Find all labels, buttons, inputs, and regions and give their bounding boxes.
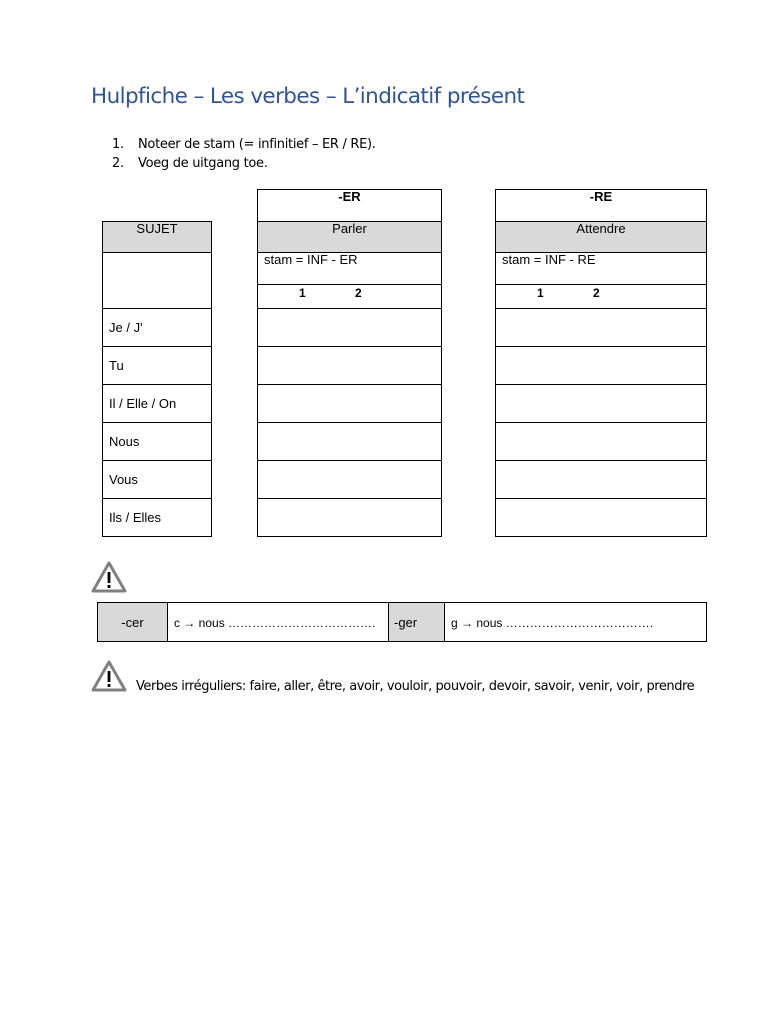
cer-label: -cer bbox=[97, 602, 168, 642]
instruction-text: Noteer de stam (= infinitief – ER / RE). bbox=[138, 137, 376, 152]
subject-header: SUJET bbox=[102, 221, 212, 253]
er-col-2: 2 bbox=[355, 286, 362, 300]
page-title: Hulpfiche – Les verbes – L’indicatif présent bbox=[91, 84, 525, 109]
er-group-header: -ER bbox=[257, 189, 442, 222]
subject-row: Il / Elle / On bbox=[102, 384, 212, 423]
cer-rule: c → nous ………………………………. bbox=[167, 602, 389, 642]
subject-row: Ils / Elles bbox=[102, 498, 212, 537]
instruction-1 bbox=[112, 137, 376, 152]
re-answer-cell[interactable] bbox=[495, 308, 707, 347]
re-col-2: 2 bbox=[593, 286, 600, 300]
subject-row: Je / J' bbox=[102, 308, 212, 347]
warning-icon bbox=[91, 561, 127, 593]
re-answer-cell[interactable] bbox=[495, 460, 707, 499]
re-answer-cell[interactable] bbox=[495, 346, 707, 385]
subject-blank-cell bbox=[102, 252, 212, 309]
er-answer-cell[interactable] bbox=[257, 384, 442, 423]
er-answer-cell[interactable] bbox=[257, 498, 442, 537]
ger-rule: g → nous ………………………………. bbox=[444, 602, 707, 642]
re-column-numbers bbox=[495, 284, 707, 309]
re-answer-cell[interactable] bbox=[495, 498, 707, 537]
subject-row: Vous bbox=[102, 460, 212, 499]
subject-row: Tu bbox=[102, 346, 212, 385]
re-answer-cell[interactable] bbox=[495, 422, 707, 461]
er-answer-cell[interactable] bbox=[257, 308, 442, 347]
er-column-numbers bbox=[257, 284, 442, 309]
er-stem-rule: stam = INF - ER bbox=[257, 252, 442, 285]
irregular-verbs-note: Verbes irréguliers: faire, aller, être, avoir, vouloir, pouvoir, devoir, savoir, venir, voir, prendre bbox=[136, 679, 695, 694]
instruction-number: 1. bbox=[112, 137, 124, 152]
re-col-1: 1 bbox=[537, 286, 544, 300]
subject-row: Nous bbox=[102, 422, 212, 461]
instruction-number: 2. bbox=[112, 156, 124, 171]
re-answer-cell[interactable] bbox=[495, 384, 707, 423]
er-col-1: 1 bbox=[299, 286, 306, 300]
er-answer-cell[interactable] bbox=[257, 346, 442, 385]
instruction-text: Voeg de uitgang toe. bbox=[138, 156, 268, 171]
re-group-header: -RE bbox=[495, 189, 707, 222]
re-verb-header: Attendre bbox=[495, 221, 707, 253]
re-stem-rule: stam = INF - RE bbox=[495, 252, 707, 285]
warning-icon bbox=[91, 660, 127, 692]
er-answer-cell[interactable] bbox=[257, 460, 442, 499]
er-answer-cell[interactable] bbox=[257, 422, 442, 461]
er-verb-header: Parler bbox=[257, 221, 442, 253]
ger-label: -ger bbox=[388, 602, 445, 642]
instruction-2 bbox=[112, 156, 268, 171]
